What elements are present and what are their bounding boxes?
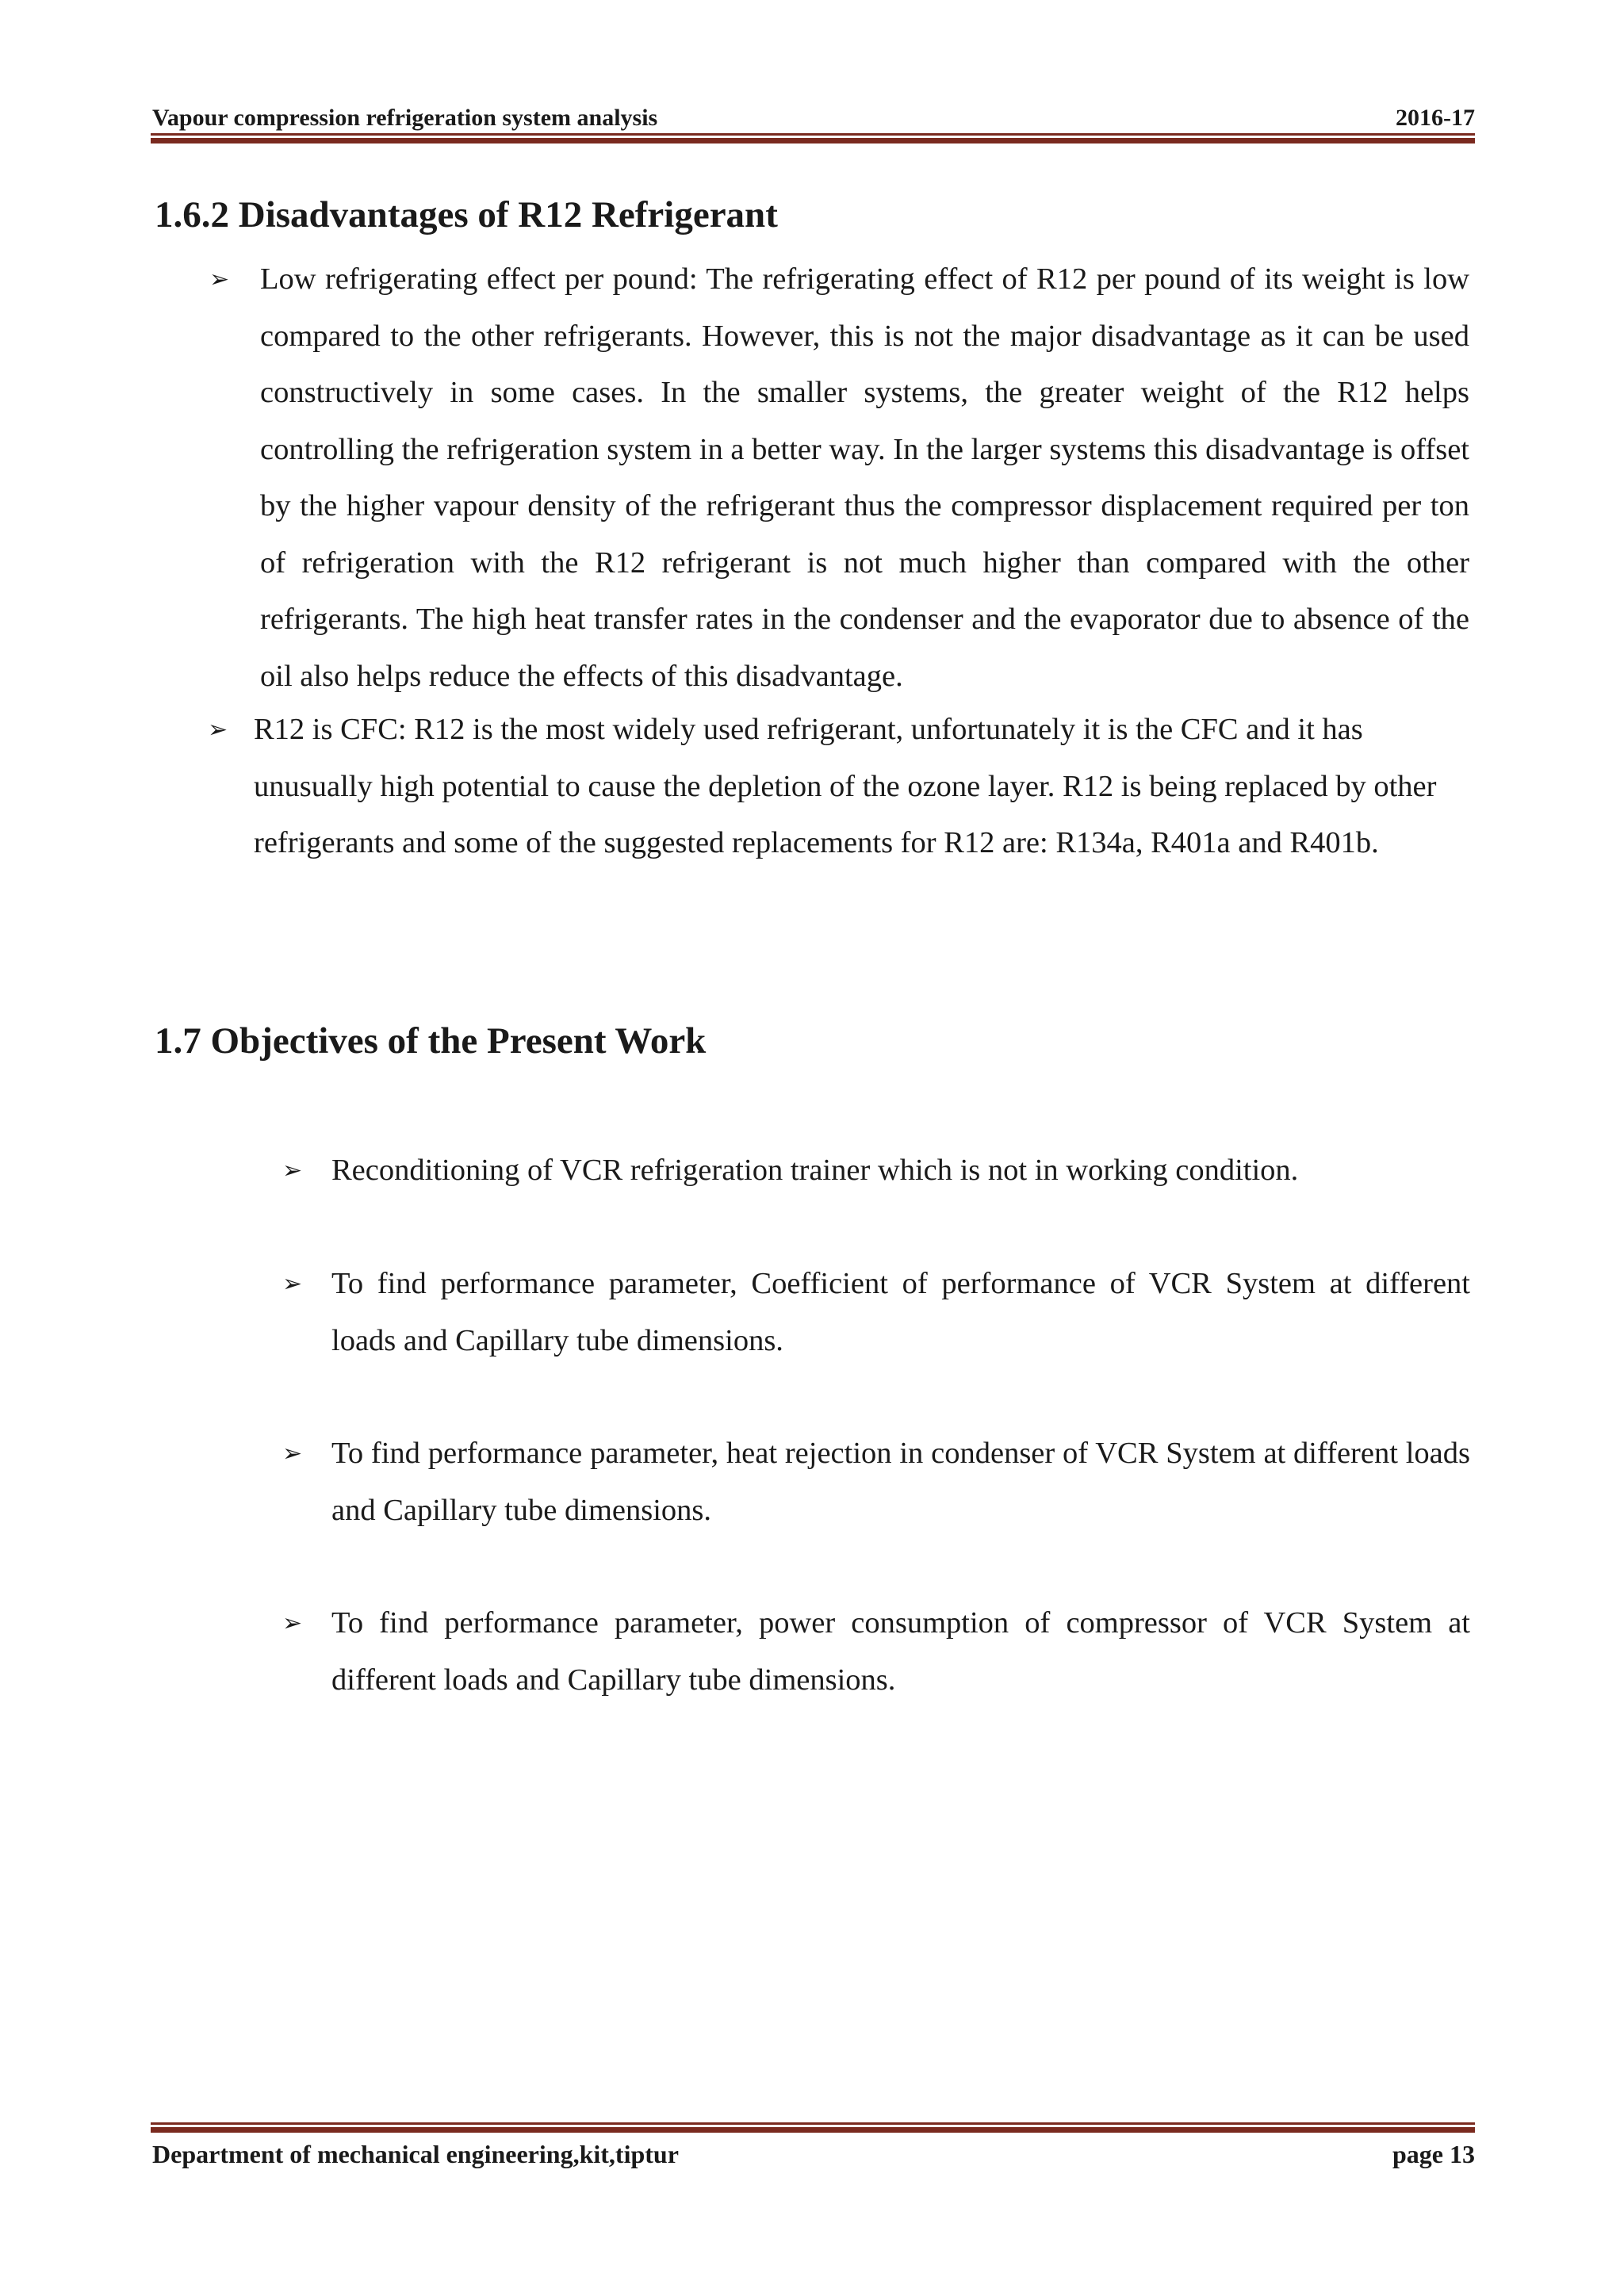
- footer-department: Department of mechanical engineering,kit,tiptur: [152, 2139, 679, 2168]
- bullet-text: R12 is CFC: R12 is the most widely used refrigerant, unfortunately it is the CFC and it has unusually high potential to cause the depletion of the ozone layer. R12 is being replaced by other refrigerants and some of the suggested replacements for R12 are: R134a, R401a and R401b.: [254, 713, 1437, 859]
- footer-rule-thin: [151, 2122, 1475, 2125]
- arrow-bullet-icon: ➢: [282, 1158, 303, 1184]
- bullet-text: Low refrigerating effect per pound: The refrigerating effect of R12 per pound of its weight is low compared to the other refrigerants. However, this is not the major disadvantage as it can be used constructively in some cases. In the smaller systems, the greater weight of the R12 helps controlling the refrigeration system in a better way. In the larger systems this disadvantage is offset by the higher vapour density of the refrigerant thus the compressor displacement required per ton of refrigeration with the R12 refrigerant is not much higher than compared with the other refrigerants. The high heat transfer rates in the condenser and the evaporator due to absence of the oil also helps reduce the effects of this disadvantage.: [260, 262, 1469, 693]
- header-year: 2016-17: [1396, 105, 1475, 131]
- page-number: page 13: [1392, 2139, 1475, 2168]
- bullet-text: To find performance parameter, power consumption of compressor of VCR System at different loads and Capillary tube dimensions.: [331, 1606, 1470, 1697]
- bullet-text: To find performance parameter, Coefficient of performance of VCR System at different loads and Capillary tube dimensions.: [331, 1267, 1470, 1357]
- list-item: [208, 702, 1463, 872]
- footer-rule-thick: [151, 2127, 1475, 2133]
- arrow-bullet-icon: ➢: [282, 1271, 303, 1297]
- arrow-bullet-icon: ➢: [209, 266, 230, 293]
- list-item: [282, 1595, 1470, 1709]
- arrow-bullet-icon: ➢: [282, 1610, 303, 1636]
- list-item: [282, 1425, 1470, 1539]
- header-title: Vapour compression refrigeration system analysis: [152, 105, 658, 131]
- page-footer: [152, 2134, 1475, 2174]
- arrow-bullet-icon: ➢: [282, 1441, 303, 1467]
- list-item: [209, 251, 1469, 705]
- header-rule-thin: [151, 133, 1475, 136]
- section-heading-objectives: 1.7 Objectives of the Present Work: [155, 1020, 707, 1062]
- page-header: [152, 95, 1475, 132]
- list-item: [282, 1256, 1470, 1369]
- arrow-bullet-icon: ➢: [208, 717, 228, 743]
- section-heading-disadvantages: 1.6.2 Disadvantages of R12 Refrigerant: [155, 194, 778, 235]
- bullet-text: Reconditioning of VCR refrigeration trainer which is not in working condition.: [331, 1154, 1299, 1187]
- list-item: [282, 1142, 1470, 1200]
- bullet-text: To find performance parameter, heat rejection in condenser of VCR System at different loads and Capillary tube dimensions.: [331, 1437, 1470, 1527]
- header-rule-thick: [151, 138, 1475, 144]
